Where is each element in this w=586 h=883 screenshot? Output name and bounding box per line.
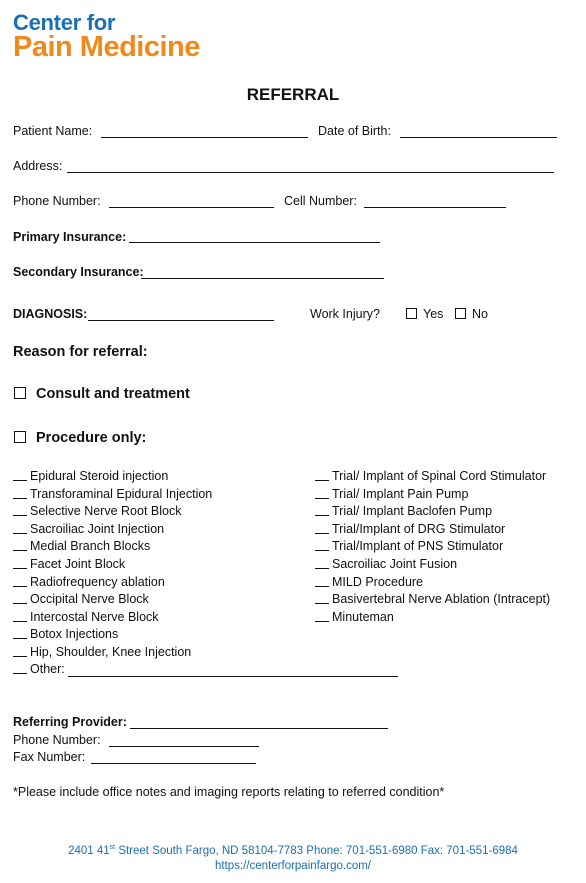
consult-option[interactable]: [14, 386, 190, 402]
consult-label: Consult and treatment: [36, 386, 190, 402]
procedure-check-blank[interactable]: [13, 610, 27, 622]
right-procedure-item: [315, 487, 468, 501]
work-injury-label: Work Injury?: [310, 307, 380, 321]
left-procedure-item: [13, 487, 212, 501]
procedure-item-label: Epidural Steroid injection: [30, 469, 169, 483]
procedure-item-label: Trial/ Implant Baclofen Pump: [332, 504, 493, 519]
left-procedure-item: [13, 539, 150, 553]
left-procedure-item: [13, 645, 191, 659]
work-injury-no[interactable]: [455, 307, 488, 321]
procedure-label: Procedure only:: [36, 430, 147, 446]
left-procedure-item: [13, 557, 125, 571]
procedure-item-label: MILD Procedure: [332, 574, 424, 589]
instructions-note: *Please include office notes and imaging reports relating to referred condition*: [13, 785, 445, 799]
procedure-item-label: Intercostal Nerve Block: [30, 609, 159, 624]
procedure-item-label: Selective Nerve Root Block: [30, 504, 182, 519]
footer-url[interactable]: https://centerforpainfargo.com/: [215, 860, 371, 872]
procedure-item-label: Trial/Implant of PNS Stimulator: [332, 539, 504, 554]
left-procedure-item: [13, 575, 165, 589]
secondary-insurance-field[interactable]: [141, 278, 384, 279]
reason-heading: Reason for referral:: [13, 344, 148, 360]
cell-label: Cell Number:: [284, 194, 357, 208]
cell-field[interactable]: [364, 207, 506, 208]
referring-provider-field[interactable]: [130, 728, 388, 729]
procedure-check-blank[interactable]: [13, 627, 27, 639]
other-check-blank[interactable]: [13, 662, 27, 674]
yes-label: Yes: [423, 307, 444, 321]
procedure-check-blank[interactable]: [13, 469, 27, 481]
procedure-item-label: Radiofrequency ablation: [30, 574, 165, 589]
referring-phone-label: Phone Number:: [13, 733, 101, 747]
referring-fax-field[interactable]: [91, 763, 256, 764]
secondary-insurance-label: Secondary Insurance:: [13, 265, 144, 279]
right-procedure-item: [315, 539, 503, 553]
referring-provider-label: Referring Provider:: [13, 715, 127, 729]
diagnosis-label: DIAGNOSIS:: [13, 307, 88, 321]
procedure-check-blank[interactable]: [13, 645, 27, 657]
primary-insurance-field[interactable]: [129, 242, 380, 243]
procedure-item-label: Sacroiliac Joint Fusion: [332, 557, 458, 571]
procedure-item-label: Trial/ Implant of Spinal Cord Stimulator: [332, 469, 547, 483]
footer-address: [0, 844, 586, 857]
diagnosis-field[interactable]: [88, 320, 274, 321]
procedure-item-label: Sacroiliac Joint Injection: [30, 521, 165, 536]
procedure-item-label: Facet Joint Block: [30, 557, 126, 571]
procedure-item-label: Basivertebral Nerve Ablation (Intracept): [332, 592, 551, 607]
procedure-item-label: Hip, Shoulder, Knee Injection: [30, 645, 192, 659]
procedure-check-blank[interactable]: [13, 575, 27, 587]
right-procedure-item: [315, 557, 457, 571]
right-procedure-item: [315, 522, 505, 536]
other-field[interactable]: [68, 676, 398, 677]
dob-field[interactable]: [400, 137, 557, 138]
referring-fax-label: Fax Number:: [13, 750, 86, 764]
procedure-item-label: Trial/Implant of DRG Stimulator: [332, 521, 506, 536]
no-checkbox[interactable]: [455, 308, 466, 319]
footer-address-sup: st: [109, 844, 116, 851]
procedure-item-label: Minuteman: [332, 609, 394, 624]
phone-label: Phone Number:: [13, 194, 101, 208]
left-procedure-item: [13, 469, 168, 483]
logo-line-1: Center for: [13, 10, 116, 35]
procedure-check-blank[interactable]: [315, 557, 329, 569]
procedure-check-blank[interactable]: [13, 557, 27, 569]
procedure-check-blank[interactable]: [315, 522, 329, 534]
procedure-item-label: Trial/ Implant Pain Pump: [332, 486, 469, 501]
patient-name-label: Patient Name:: [13, 124, 93, 138]
logo-line-2: Pain Medicine: [13, 31, 200, 63]
right-procedure-item: [315, 469, 546, 483]
procedure-check-blank[interactable]: [315, 487, 329, 499]
left-procedure-item: [13, 522, 164, 536]
yes-checkbox[interactable]: [406, 308, 417, 319]
footer-address-post: Street South Fargo, ND 58104-7783 Phone: 701-551-6980 Fax: 701-551-6984: [115, 844, 518, 857]
left-procedure-item: [13, 504, 181, 518]
dob-label: Date of Birth:: [318, 124, 391, 138]
other-label: Other:: [30, 662, 65, 676]
procedure-check-blank[interactable]: [315, 610, 329, 622]
primary-insurance-label: Primary Insurance:: [13, 230, 127, 244]
procedure-item-label: Medial Branch Blocks: [30, 539, 151, 554]
procedure-check-blank[interactable]: [13, 539, 27, 551]
right-procedure-item: [315, 592, 550, 606]
other-row: [13, 662, 65, 676]
phone-field[interactable]: [109, 207, 274, 208]
procedure-check-blank[interactable]: [13, 487, 27, 499]
procedure-check-blank[interactable]: [315, 469, 329, 481]
procedure-check-blank[interactable]: [315, 575, 329, 587]
procedure-item-label: Transforaminal Epidural Injection: [30, 486, 213, 501]
procedure-checkbox[interactable]: [14, 431, 26, 443]
form-title: REFERRAL: [246, 85, 340, 104]
footer-address-pre: 2401 41: [68, 844, 110, 857]
address-label: Address:: [13, 159, 63, 173]
procedure-option[interactable]: [14, 430, 146, 446]
consult-checkbox[interactable]: [14, 387, 26, 399]
left-procedure-item: [13, 610, 159, 624]
right-procedure-item: [315, 575, 423, 589]
procedure-item-label: Occipital Nerve Block: [30, 592, 149, 607]
left-procedure-item: [13, 592, 149, 606]
procedure-check-blank[interactable]: [13, 522, 27, 534]
patient-name-field[interactable]: [101, 137, 308, 138]
procedure-check-blank[interactable]: [315, 592, 329, 604]
no-label: No: [472, 307, 488, 321]
address-field[interactable]: [67, 172, 554, 173]
referring-phone-field[interactable]: [109, 746, 259, 747]
procedure-check-blank[interactable]: [13, 504, 27, 516]
right-procedure-item: [315, 504, 492, 518]
procedure-check-blank[interactable]: [315, 539, 329, 551]
right-procedure-item: [315, 610, 394, 624]
left-procedure-item: [13, 627, 118, 641]
work-injury-yes[interactable]: [406, 307, 443, 321]
procedure-check-blank[interactable]: [315, 504, 329, 516]
procedure-item-label: Botox Injections: [30, 627, 119, 642]
procedure-check-blank[interactable]: [13, 592, 27, 604]
